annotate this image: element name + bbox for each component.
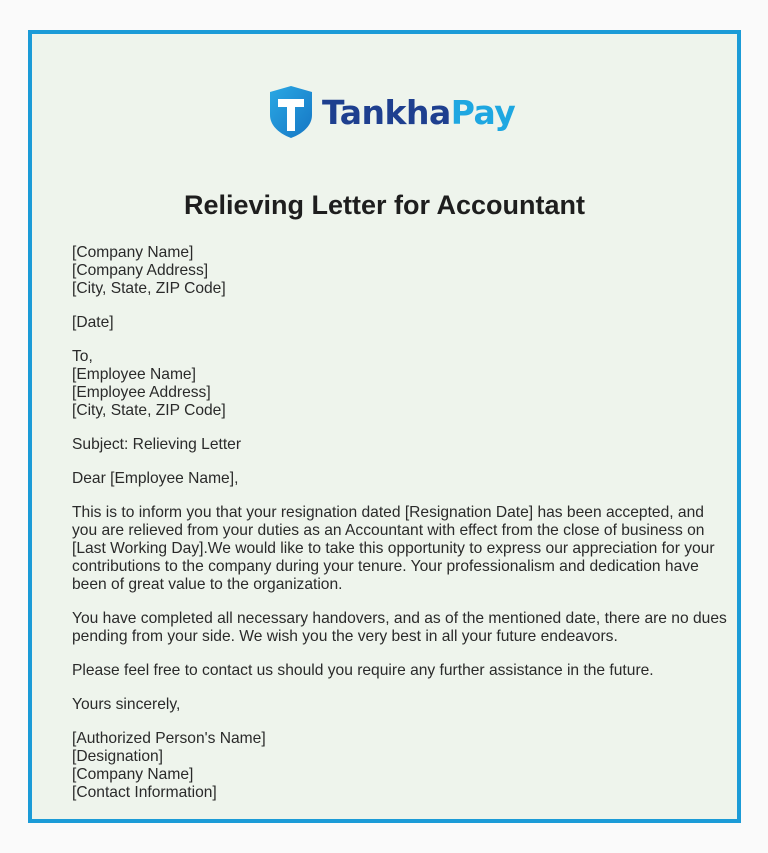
letter-closing: Yours sincerely, xyxy=(72,696,181,713)
letter-date: [Date] xyxy=(72,314,114,331)
signature-designation: [Designation] xyxy=(72,748,164,765)
recipient-to: To, xyxy=(72,348,93,365)
letter-subject: Subject: Relieving Letter xyxy=(72,436,242,453)
recipient-employee-address: [Employee Address] xyxy=(72,384,211,401)
brand-name-part2: Pay xyxy=(450,92,516,132)
recipient-employee-name: [Employee Name] xyxy=(72,366,196,383)
sender-company-address: [Company Address] xyxy=(72,262,209,279)
signature-company-name: [Company Name] xyxy=(72,766,194,783)
brand-wordmark xyxy=(322,92,516,132)
letter-body xyxy=(72,244,732,818)
letter-frame xyxy=(28,30,741,823)
brand-logo xyxy=(268,84,515,140)
sender-city-state-zip: [City, State, ZIP Code] xyxy=(72,280,226,297)
document-title: Relieving Letter for Accountant xyxy=(183,190,586,220)
body-paragraph-2: You have completed all necessary handovers, and as of the mentioned date, there are no dues pending from your side. We wish you the very best in all your future endeavors. xyxy=(72,610,727,645)
sender-company-name: [Company Name] xyxy=(72,244,194,261)
body-paragraph-1: This is to inform you that your resignation dated [Resignation Date] has been accepted, and you are relieved from your duties as an Accountant with effect from the close of business on [Last Working Day].We would like to take this opportunity to express our appreciation for your contributions to the company during your tenure. Your professionalism and dedication have been of great value to the organization. xyxy=(72,504,715,593)
date-block xyxy=(72,314,732,332)
recipient-block xyxy=(72,348,732,420)
recipient-city-state-zip: [City, State, ZIP Code] xyxy=(72,402,226,419)
salutation-block xyxy=(72,470,732,488)
signature-block xyxy=(72,730,732,802)
shield-t-icon xyxy=(268,85,314,139)
letter-salutation: Dear [Employee Name], xyxy=(72,470,239,487)
body-paragraph-3: Please feel free to contact us should you require any further assistance in the future. xyxy=(72,662,654,679)
brand-name-part1: Tankha xyxy=(322,92,451,132)
signature-contact-information: [Contact Information] xyxy=(72,784,217,801)
closing-block xyxy=(72,696,732,714)
sender-block xyxy=(72,244,732,298)
subject-block xyxy=(72,436,732,454)
signature-authorized-person: [Authorized Person's Name] xyxy=(72,730,266,747)
